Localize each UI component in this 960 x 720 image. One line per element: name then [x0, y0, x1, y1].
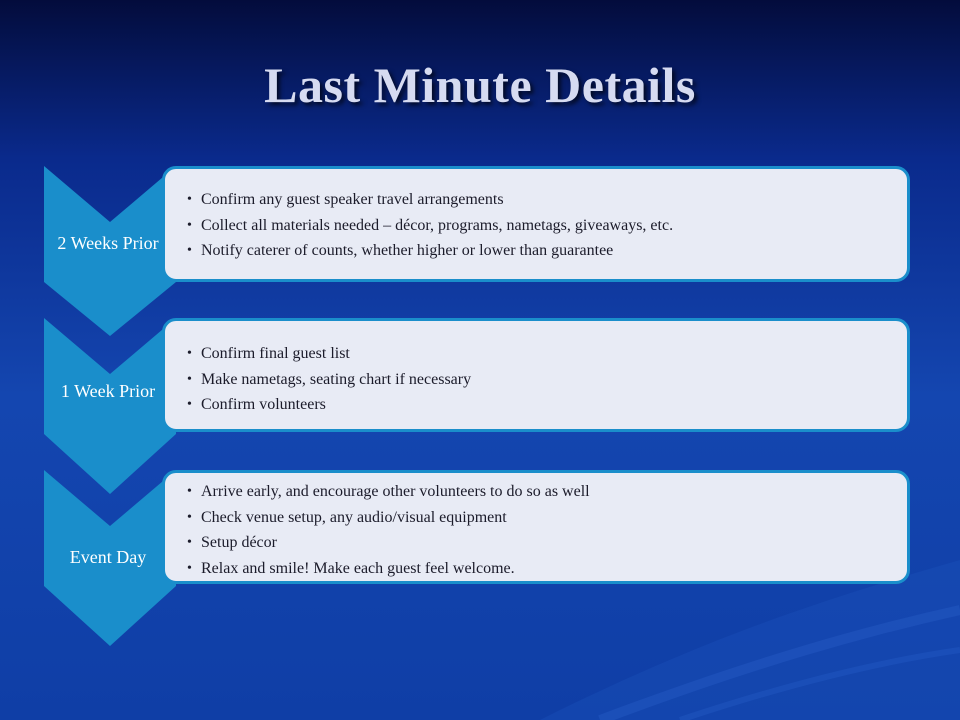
task-item — [165, 392, 907, 418]
stage-row-event-day — [0, 470, 960, 646]
task-item — [165, 213, 907, 239]
bullet-icon: • — [187, 509, 192, 525]
task-text: Confirm any guest speaker travel arrangements — [201, 191, 504, 208]
task-item — [165, 530, 907, 556]
task-item — [165, 556, 907, 582]
task-item — [165, 341, 907, 367]
task-list — [165, 341, 907, 418]
task-text: Notify caterer of counts, whether higher or lower than guarantee — [201, 242, 614, 259]
bullet-icon: • — [187, 484, 192, 499]
stage-label: Event Day — [69, 547, 147, 567]
stage-card — [162, 470, 910, 584]
task-list — [165, 479, 907, 581]
task-item — [165, 187, 907, 213]
task-item — [165, 479, 907, 505]
task-text: Arrive early, and encourage other volunteers to do so as well — [201, 483, 590, 500]
bullet-icon: • — [187, 192, 192, 207]
task-text: Confirm volunteers — [201, 396, 326, 413]
stage-label: 2 Weeks Prior — [57, 233, 159, 253]
task-item — [165, 505, 907, 531]
task-text: Setup décor — [201, 534, 277, 551]
bullet-icon: • — [187, 371, 192, 387]
bullet-icon: • — [187, 535, 192, 550]
bullet-icon: • — [187, 560, 192, 576]
bullet-icon: • — [187, 217, 192, 233]
stage-row-2-weeks — [0, 166, 960, 336]
task-text: Check venue setup, any audio/visual equipment — [201, 508, 507, 526]
stage-card — [162, 166, 910, 282]
task-item — [165, 367, 907, 393]
slide-title: Last Minute Details — [264, 57, 696, 113]
stage-card — [162, 318, 910, 432]
task-list — [165, 187, 907, 264]
task-text: Make nametags, seating chart if necessary — [201, 370, 472, 388]
bullet-icon: • — [187, 346, 192, 361]
task-item — [165, 238, 907, 264]
stage-label: 1 Week Prior — [60, 381, 156, 401]
stage-row-1-week — [0, 318, 960, 494]
bullet-icon: • — [187, 243, 192, 258]
task-text: Confirm final guest list — [201, 345, 350, 362]
task-text: Collect all materials needed – décor, programs, nametags, giveaways, etc. — [201, 216, 674, 234]
bullet-icon: • — [187, 397, 192, 412]
task-text: Relax and smile! Make each guest feel welcome. — [201, 559, 515, 577]
stage-chevron — [0, 318, 180, 494]
